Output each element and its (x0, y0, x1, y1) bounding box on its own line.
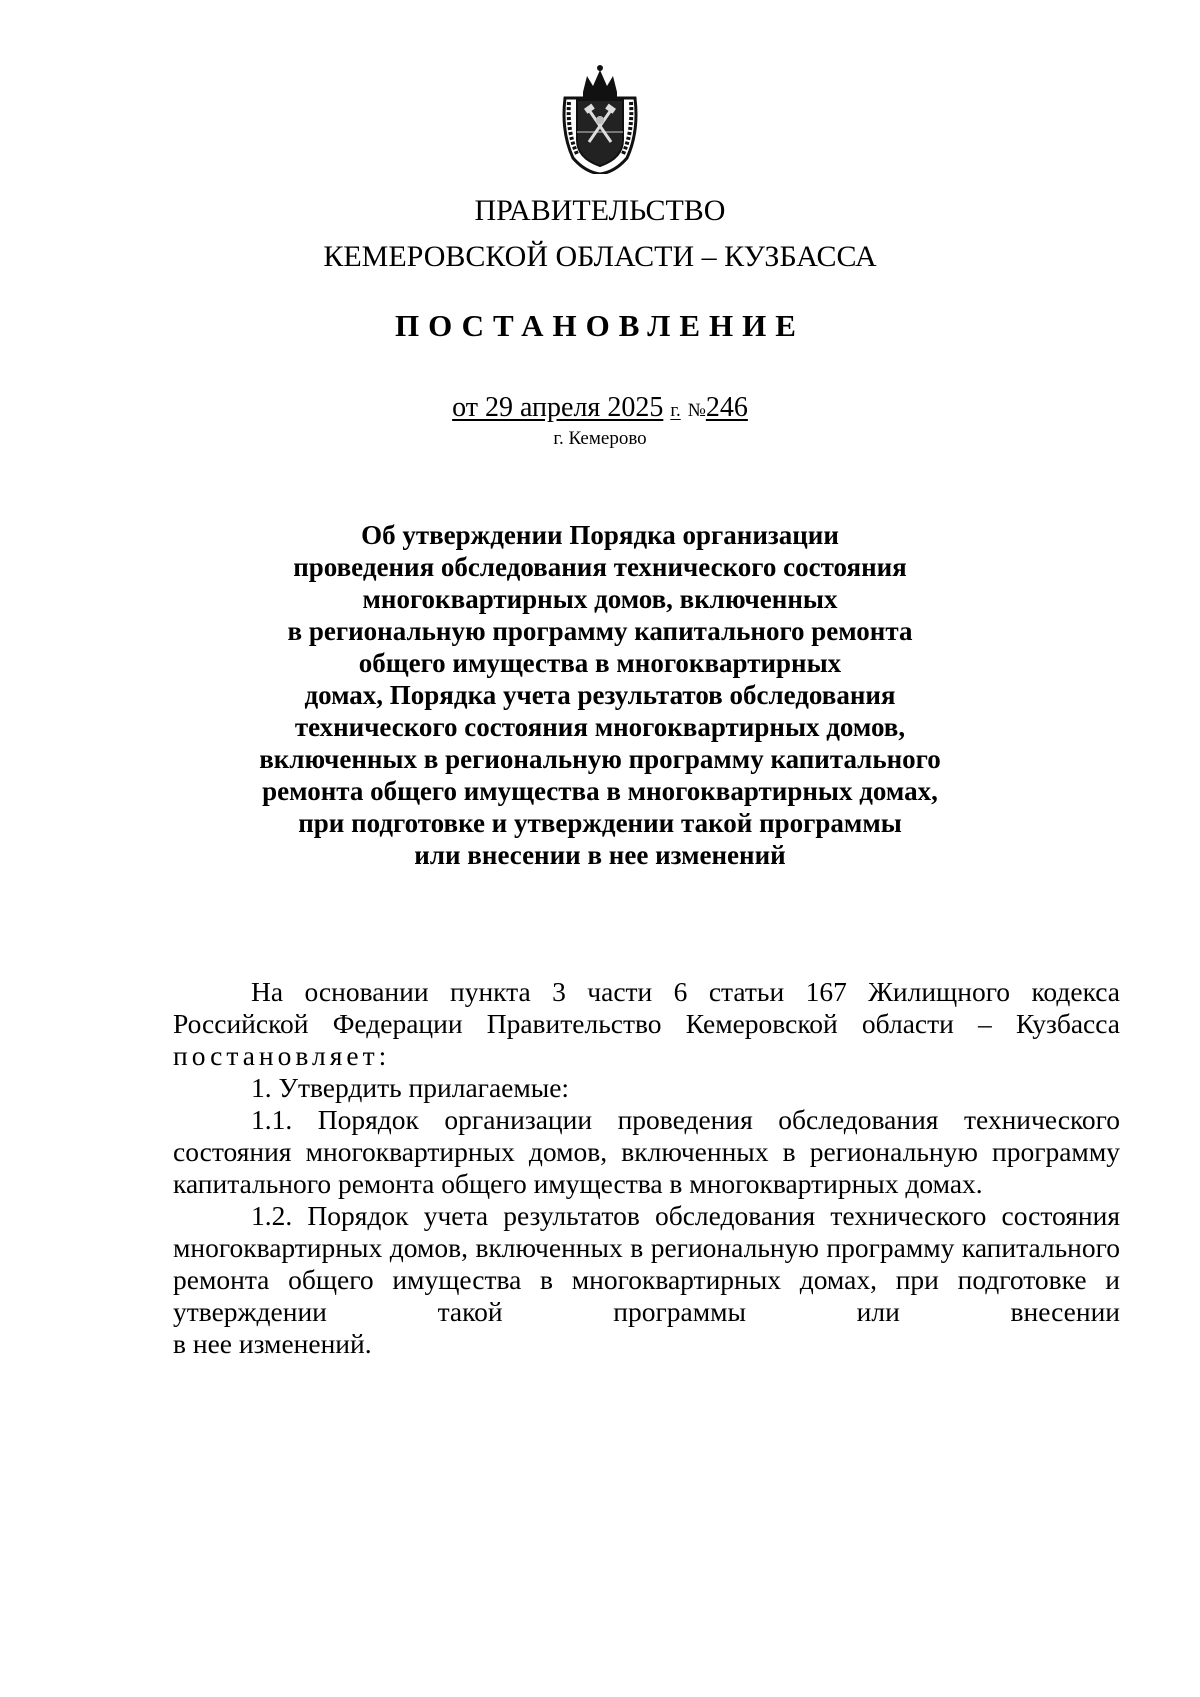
title-line: общего имущества в многоквартирных (358, 648, 842, 678)
item-1-2-end: в нее изменений. (173, 1328, 372, 1359)
document-body (173, 976, 1120, 1360)
title-line: или внесении в нее изменений (414, 840, 786, 870)
document-title (200, 519, 1000, 871)
preamble-text: На основании пункта 3 части 6 статьи 167 Жилищного кодекса Российской Федерации Правительство Кемеровской области – Кузбасса (173, 976, 1120, 1039)
title-line: при подготовке и утверждении такой программы (298, 808, 902, 838)
title-line: Об утверждении Порядка организации (361, 520, 839, 550)
title-line: в региональную программу капитального ремонта (287, 616, 913, 646)
title-line: многоквартирных домов, включенных (362, 584, 838, 614)
item-1: 1. Утвердить прилагаемые: (251, 1072, 570, 1103)
issue-number: 246 (705, 392, 748, 423)
item-1-2: 1.2. Порядок учета результатов обследования технического состояния многоквартирных домов, включенных в региональную программу капитального ремонта общего имущества в многоквартирных домах, при подготовке и утверждении такой программы или внесении (173, 1200, 1120, 1327)
item-1-1: 1.1. Порядок организации проведения обследования технического состояния многоквартирных домов, включенных в региональную программу капитального ремонта общего имущества в многоквартирных домах. (173, 1104, 1120, 1199)
issue-date: от 29 апреля 2025 (452, 392, 664, 423)
title-line: проведения обследования технического состояния (293, 552, 907, 582)
title-line: технического состояния многоквартирных домов, (294, 712, 906, 742)
decides-word: постановляет: (173, 1040, 391, 1071)
number-sign: № (687, 400, 706, 421)
title-line: ремонта общего имущества в многоквартирных домах, (262, 776, 938, 806)
preamble-paragraph (173, 976, 1120, 1072)
government-name-line1: ПРАВИТЕЛЬСТВО (474, 194, 726, 227)
document-type-heading: ПОСТАНОВЛЕНИЕ (395, 308, 805, 343)
government-name-line2: КЕМЕРОВСКОЙ ОБЛАСТИ – КУЗБАССА (323, 240, 877, 273)
title-line: домах, Порядка учета результатов обследования (304, 680, 896, 710)
issue-city: г. Кемерово (553, 428, 647, 449)
title-line: включенных в региональную программу капитального (259, 744, 941, 774)
issue-line (0, 392, 1200, 427)
coat-of-arms-icon (559, 62, 641, 174)
issue-year-suffix: г. (670, 400, 681, 421)
